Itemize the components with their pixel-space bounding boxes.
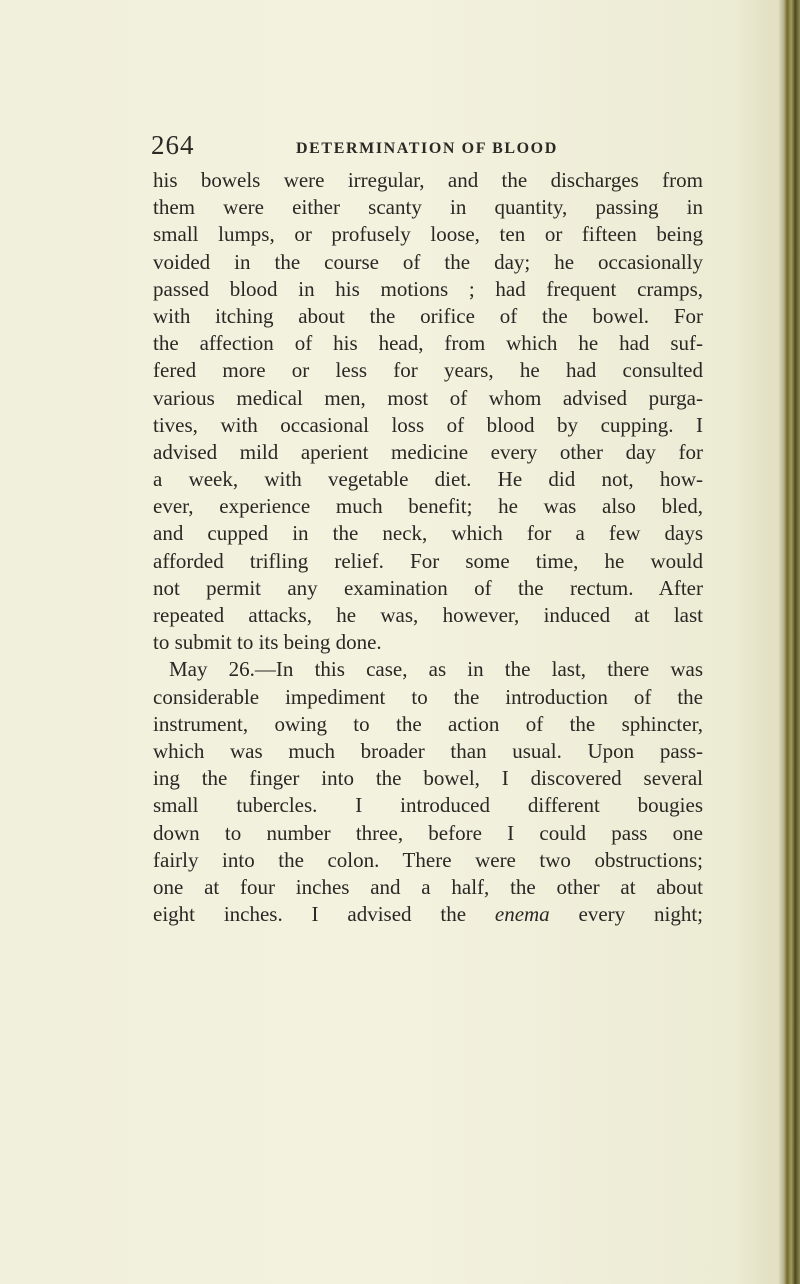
text-line: afforded trifling relief. For some time, he would — [153, 548, 703, 573]
running-head: DETERMINATION OF BLOOD — [296, 140, 558, 157]
text-line-paragraph-start: May 26.—In this case, as in the last, there was — [169, 657, 703, 682]
text-line: advised mild aperient medicine every other day for — [153, 439, 703, 464]
text-line: repeated attacks, he was, however, induced at last — [153, 603, 703, 627]
last-line-end: every night; — [549, 902, 703, 927]
text-line: voided in the course of the day; he occasionally — [153, 249, 703, 274]
book-spine — [784, 0, 800, 1284]
text-line: small tubercles. I introduced different bougies — [153, 793, 703, 818]
text-line: ing the finger into the bowel, I discovered several — [153, 766, 703, 791]
italic-word: enema — [494, 902, 550, 927]
text-line: considerable impediment to the introduction of the — [153, 684, 703, 709]
text-line-paragraph-end: to submit to its being done. — [153, 630, 382, 655]
text-line-last — [153, 901, 703, 928]
text-line: which was much broader than usual. Upon pass- — [153, 738, 703, 763]
text-line: small lumps, or profusely loose, ten or fifteen being — [153, 222, 703, 247]
text-line: fairly into the colon. There were two obstructions; — [153, 847, 703, 872]
text-line: and cupped in the neck, which for a few days — [153, 521, 703, 546]
text-line: tives, with occasional loss of blood by cupping. I — [153, 412, 703, 437]
text-line: a week, with vegetable diet. He did not, how- — [153, 467, 703, 492]
text-line: passed blood in his motions ; had frequent cramps, — [153, 276, 703, 301]
text-line: down to number three, before I could pass one — [153, 820, 703, 845]
text-line: instrument, owing to the action of the sphincter, — [153, 711, 703, 736]
text-line: one at four inches and a half, the other at about — [153, 874, 703, 899]
text-line: the affection of his head, from which he had suf- — [153, 331, 703, 356]
text-line: not permit any examination of the rectum. After — [153, 575, 703, 600]
text-line: fered more or less for years, he had consulted — [153, 358, 703, 383]
last-line-start: eight inches. I advised the — [153, 902, 495, 927]
text-line: them were either scanty in quantity, passing in — [153, 195, 703, 220]
page-header — [151, 130, 671, 170]
text-line: various medical men, most of whom advised purga- — [153, 385, 703, 410]
body-text — [153, 167, 703, 928]
text-line: with itching about the orifice of the bowel. For — [153, 303, 703, 328]
text-line: ever, experience much benefit; he was also bled, — [153, 494, 703, 519]
page-number: 264 — [151, 130, 195, 160]
text-line: his bowels were irregular, and the discharges from — [153, 168, 703, 192]
